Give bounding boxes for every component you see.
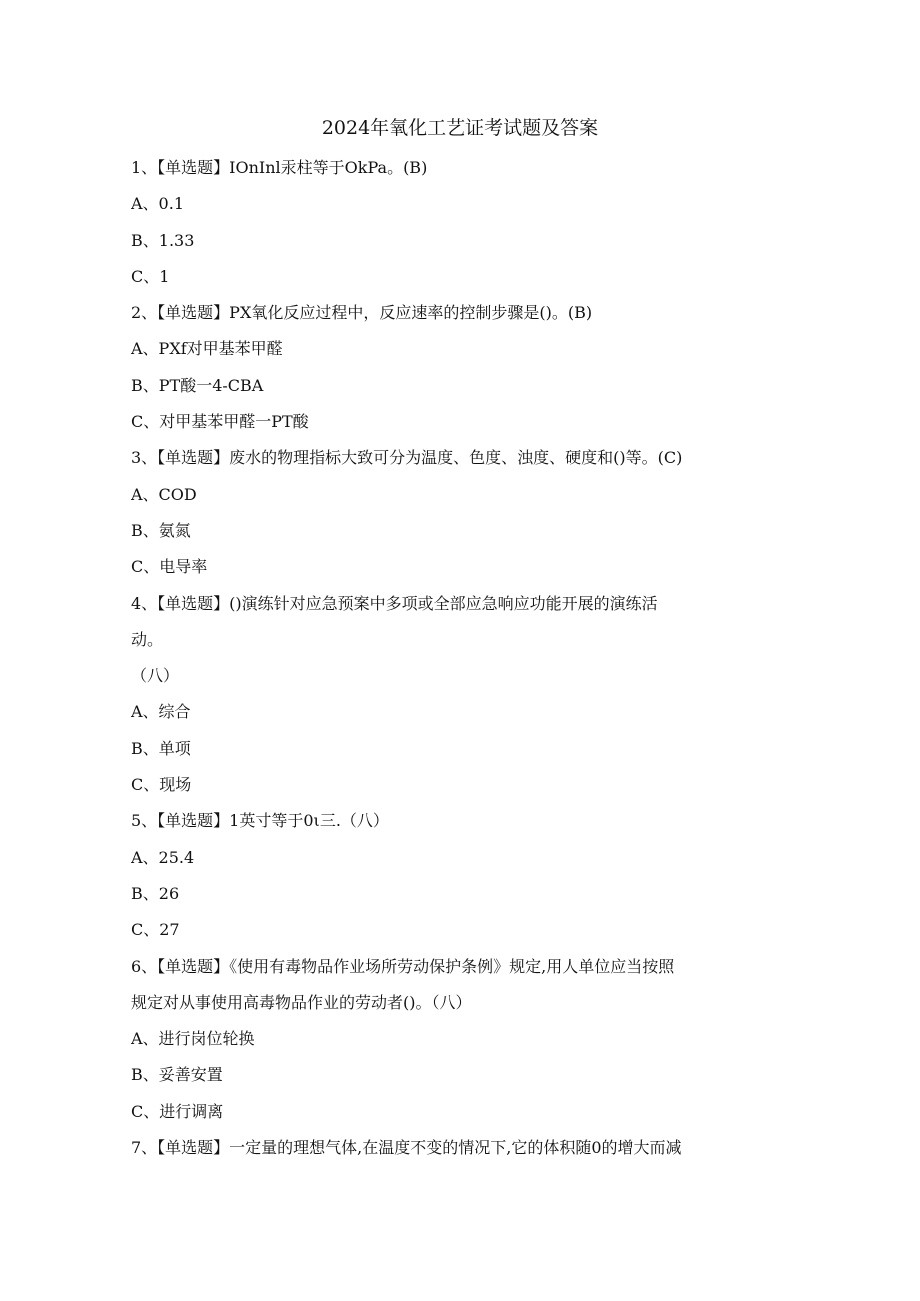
question-5-option-b: B、26 bbox=[131, 883, 180, 903]
question-1-option-b: B、1.33 bbox=[131, 230, 195, 250]
question-7-stem: 7、【单选题】一定量的理想气体,在温度不变的情况下,它的体积随0的增大而减 bbox=[131, 1138, 682, 1158]
question-4-option-c: C、现场 bbox=[131, 775, 192, 795]
question-5-stem: 5、【单选题】1英寸等于0ι三.（八） bbox=[131, 811, 389, 831]
question-1-option-a: A、0.1 bbox=[131, 194, 185, 214]
question-3-option-b: B、氨氮 bbox=[131, 520, 191, 540]
question-1-stem: 1、【单选题】IOnInl汞柱等于OkPa。(B) bbox=[131, 158, 428, 177]
question-6-option-a: A、进行岗位轮换 bbox=[131, 1029, 255, 1049]
question-1-option-c: C、1 bbox=[131, 266, 170, 286]
question-4-stem: 4、【单选题】()演练针对应急预案中多项或全部应急响应功能开展的演练活 bbox=[131, 593, 658, 613]
question-3-option-c: C、电导率 bbox=[131, 557, 208, 577]
question-2-option-b: B、PT酸一4-CBA bbox=[131, 375, 264, 395]
question-4-stem-cont: 动。 bbox=[131, 629, 164, 649]
document-body bbox=[131, 150, 791, 1166]
question-4-option-b: B、单项 bbox=[131, 738, 191, 758]
question-2-option-c: C、对甲基苯甲醛一PT酸 bbox=[131, 412, 309, 432]
question-5-option-c: C、27 bbox=[131, 920, 180, 940]
question-5-option-a: A、25.4 bbox=[131, 847, 195, 867]
question-6-stem-cont: 规定对从事使用高毒物品作业的劳动者()。（八） bbox=[131, 992, 472, 1012]
question-4-answer: （八） bbox=[131, 666, 180, 686]
question-3-option-a: A、COD bbox=[131, 484, 197, 504]
question-6-option-b: B、妥善安置 bbox=[131, 1065, 223, 1085]
question-2-stem: 2、【单选题】PX氧化反应过程中，反应速率的控制步骤是()。(B) bbox=[131, 303, 593, 323]
question-2-option-a: A、PXf对甲基苯甲醛 bbox=[131, 339, 283, 359]
question-6-stem: 6、【单选题】《使用有毒物品作业场所劳动保护条例》规定,用人单位应当按照 bbox=[131, 956, 675, 976]
question-4-option-a: A、综合 bbox=[131, 702, 191, 722]
question-3-stem: 3、【单选题】废水的物理指标大致可分为温度、色度、浊度、硬度和()等。(C) bbox=[131, 448, 683, 468]
document-title: 2024年氧化工艺证考试题及答案 bbox=[321, 117, 599, 139]
question-6-option-c: C、进行调离 bbox=[131, 1101, 224, 1121]
